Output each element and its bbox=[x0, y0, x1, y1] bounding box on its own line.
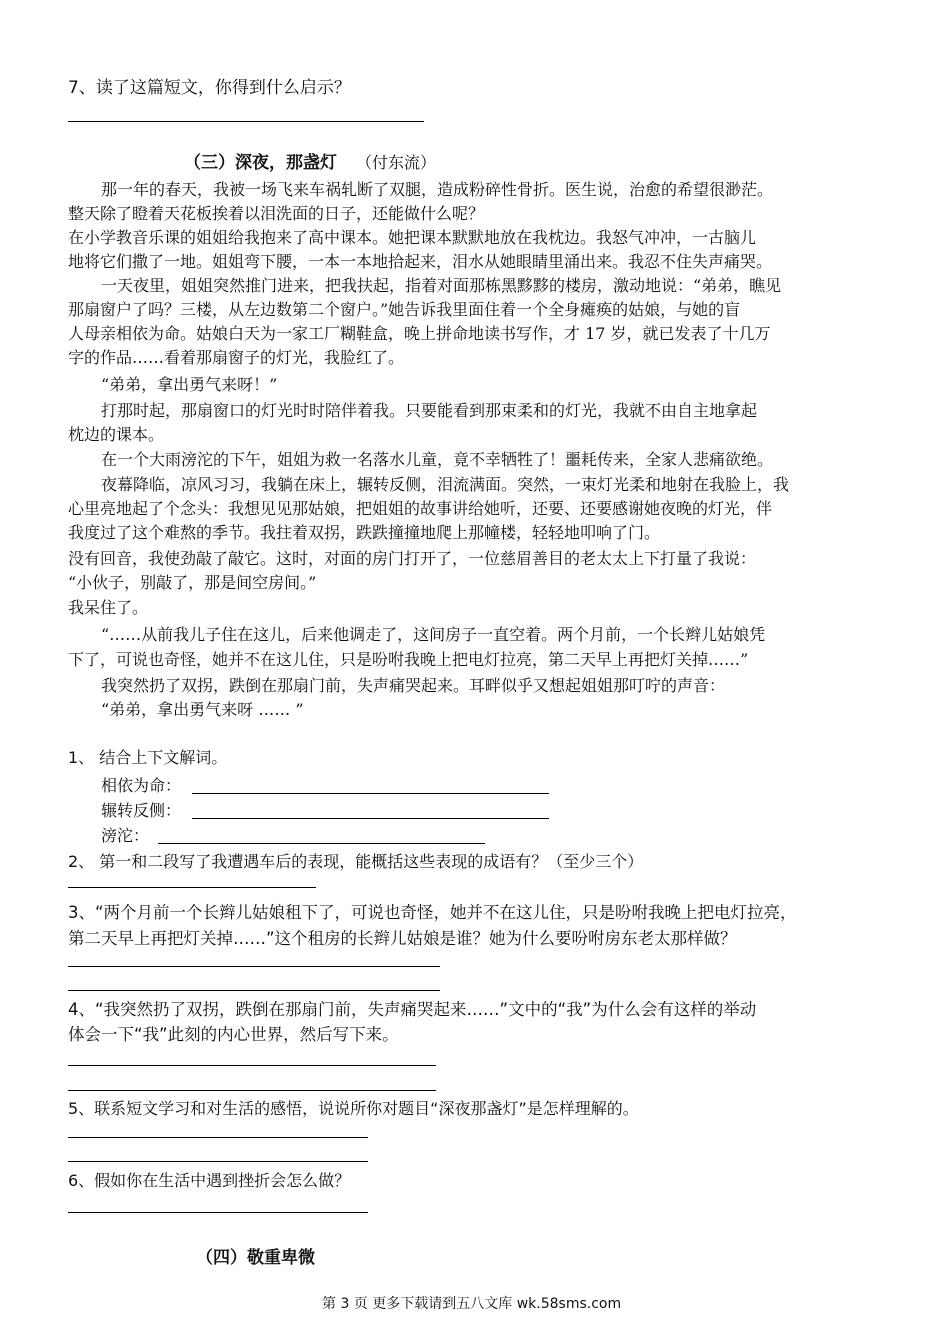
answer-line bbox=[68, 966, 440, 967]
passage-line: 人母亲相依为命。姑娘白天为一家工厂糊鞋盒，晚上拼命地读书写作，才 17 岁，就已发表了十几万 bbox=[68, 324, 771, 343]
answer-line bbox=[192, 793, 549, 794]
passage-line: 那扇窗户了吗？三楼，从左边数第二个窗户。”她告诉我里面住着一个全身瘫痪的姑娘，与她的盲 bbox=[68, 300, 741, 319]
passage-line: 下了，可说也奇怪，她并不在这儿住，只是吩咐我晚上把电灯拉亮，第二天早上再把灯关掉……” bbox=[68, 650, 749, 669]
passage-line: 在小学教音乐课的姐姐给我抱来了高中课本。她把课本默默地放在我枕边。我怒气冲冲，一古脑儿 bbox=[68, 228, 757, 247]
term-label: 辗转反侧： bbox=[101, 801, 182, 820]
question-6: 6、假如你在生活中遇到挫折会怎么做？ bbox=[68, 1171, 351, 1190]
passage-line: “弟弟，拿出勇气来呀！” bbox=[101, 375, 278, 394]
passage-line: 我度过了这个难熬的季节。我拄着双拐，跌跌撞撞地爬上那幢楼，轻轻地叩响了门。 bbox=[68, 523, 661, 542]
passage-line: 那一年的春天，我被一场飞来车祸轧断了双腿，造成粉碎性骨折。医生说，治愈的希望很渺茫。 bbox=[101, 180, 774, 199]
answer-line bbox=[68, 121, 424, 122]
passage-line: 字的作品……看着那扇窗子的灯光，我脸红了。 bbox=[68, 348, 405, 367]
question-3-cont: 第二天早上再把灯关掉……”这个租房的长辫儿姑娘是谁？她为什么要吩咐房东老太那样做？ bbox=[68, 929, 737, 948]
question-7-prev: 7、读了这篇短文，你得到什么启示？ bbox=[68, 78, 351, 98]
question-4-cont: 体会一下“我”此刻的内心世界，然后写下来。 bbox=[68, 1025, 399, 1044]
passage-line: 我呆住了。 bbox=[68, 598, 149, 617]
passage-line: “弟弟，拿出勇气来呀 …… ” bbox=[101, 700, 304, 719]
answer-line bbox=[68, 1137, 368, 1138]
passage-line: “小伙子，别敲了，那是间空房间。” bbox=[68, 573, 317, 592]
passage-line: 在一个大雨滂沱的下午，姐姐为救一名落水儿童，竟不幸牺牲了！噩耗传来，全家人悲痛欲绝。 bbox=[101, 450, 774, 469]
answer-line bbox=[68, 887, 316, 888]
passage-line: 一天夜里，姐姐突然推门进来，把我扶起，指着对面那栋黑黟黟的楼房，激动地说：“弟弟，瞧见 bbox=[101, 276, 782, 295]
page-footer: 第 3 页 更多下载请到五八文库 wk.58sms.com bbox=[322, 1296, 622, 1312]
answer-line bbox=[68, 1161, 368, 1162]
answer-line bbox=[158, 843, 485, 844]
question-4: 4、“我突然扔了双拐，跌倒在那扇门前，失声痛哭起来……”文中的“我”为什么会有这样的举动 bbox=[68, 1000, 757, 1019]
question-3: 3、“两个月前一个长辫儿姑娘租下了，可说也奇怪，她并不在这儿住，只是吩咐我晚上把电灯拉亮， bbox=[68, 903, 797, 922]
question-2: 2、 第一和二段写了我遭遇车后的表现，能概括这些表现的成语有？（至少三个） bbox=[68, 852, 644, 871]
answer-line bbox=[68, 990, 440, 991]
answer-line bbox=[192, 818, 549, 819]
passage-line: 整天除了瞪着天花板挨着以泪洗面的日子，还能做什么呢？ bbox=[68, 204, 485, 223]
question-5: 5、联系短文学习和对生活的感悟，说说所你对题目“深夜那盏灯”是怎样理解的。 bbox=[68, 1099, 639, 1118]
section-title: （四）敬重卑微 bbox=[196, 1248, 315, 1268]
answer-line bbox=[68, 1212, 368, 1213]
section-author: （付东流） bbox=[356, 153, 437, 172]
passage-line: “……从前我儿子住在这儿，后来他调走了，这间房子一直空着。两个月前，一个长辫儿姑娘凭 bbox=[101, 625, 766, 644]
section-title: （三）深夜，那盏灯 bbox=[184, 153, 337, 173]
passage-line: 没有回音，我使劲敲了敲它。这时，对面的房门打开了，一位慈眉善目的老太太上下打量了我说： bbox=[68, 549, 757, 568]
answer-line bbox=[68, 1090, 436, 1091]
term-label: 滂沱： bbox=[101, 826, 150, 845]
passage-line: 夜幕降临，凉风习习，我躺在床上，辗转反侧，泪流满面。突然，一束灯光柔和地射在我脸上，我 bbox=[101, 475, 790, 494]
passage-line: 打那时起，那扇窗口的灯光时时陪伴着我。只要能看到那束柔和的灯光，我就不由自主地拿起 bbox=[101, 401, 758, 420]
question-1: 1、 结合上下文解词。 bbox=[68, 748, 228, 767]
term-label: 相依为命： bbox=[101, 776, 182, 795]
passage-line: 我突然扔了双拐，跌倒在那扇门前，失声痛哭起来。耳畔似乎又想起姐姐那叮咛的声音： bbox=[101, 676, 726, 695]
passage-line: 枕边的课本。 bbox=[68, 425, 165, 444]
passage-line: 地将它们撒了一地。姐姐弯下腰，一本一本地拾起来，泪水从她眼睛里涌出来。我忍不住失声痛哭。 bbox=[68, 252, 773, 271]
answer-line bbox=[68, 1065, 436, 1066]
passage-line: 心里亮地起了个念头：我想见见那姑娘，把姐姐的故事讲给她听，还要、还要感谢她夜晚的灯光，伴 bbox=[68, 499, 773, 518]
